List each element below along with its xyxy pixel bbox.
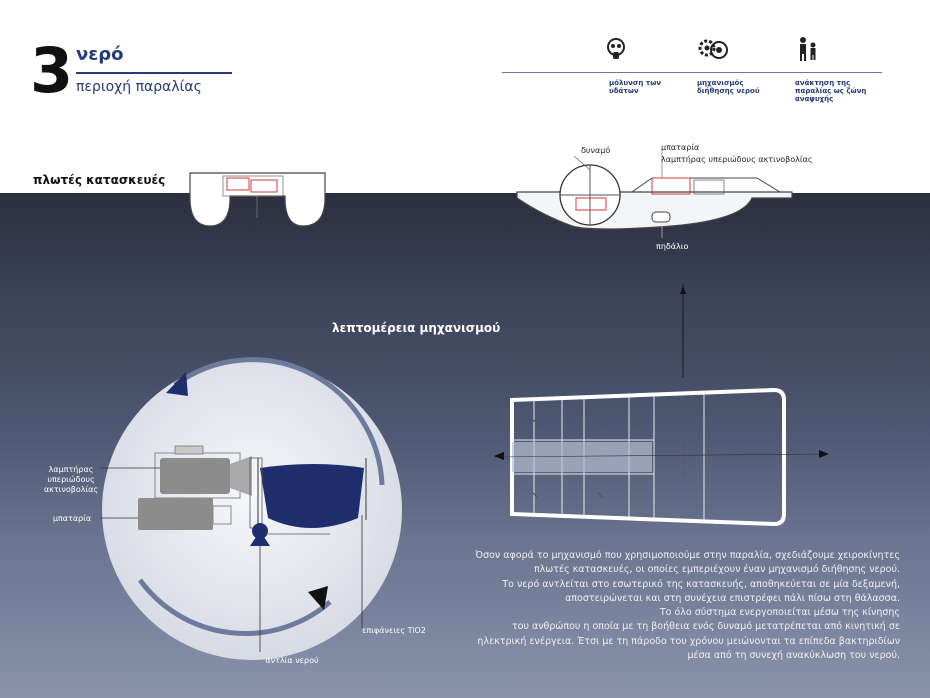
header-divider: [502, 72, 882, 73]
page-subtitle: περιοχή παραλίας: [76, 79, 202, 95]
structure-front-view: [185, 168, 330, 230]
theme-label-filtration: μηχανισμός διήθησης νερού: [697, 79, 760, 96]
section-number: 3: [30, 34, 74, 107]
label-dynamo: δυναμό: [581, 146, 611, 155]
gears-icon: [697, 36, 729, 62]
mechanism-title: λεπτομέρεια μηχανισμού: [332, 321, 501, 335]
description-line: Το όλο σύστημα ενεργοποιείται μέσω της κίνησης: [659, 607, 900, 618]
description-line: αποστειρώνεται και στη συνέχεια επιστρέφει πάλι πίσω στη θάλασσα.: [565, 592, 900, 604]
section-label: πλωτές κατασκευές: [33, 173, 166, 187]
gas-mask-icon: [603, 36, 629, 62]
theme-label-recovery: ανάκτηση της παραλίας ως ζώνη αναψυχής: [795, 79, 867, 104]
description-line: Το νερό αντλείται στο εσωτερικό της κατασκευής, αποθηκεύεται σε μία δεξαμενή,: [502, 578, 900, 590]
label-uv-lamp: λαμπτήρας υπεριώδους ακτινοβολίας: [43, 465, 99, 494]
label-water-pump: αντλία νερού: [265, 656, 319, 665]
structure-side-view: [512, 160, 797, 235]
theme-label-pollution: μόλυνση των υδάτων: [609, 79, 662, 96]
label-battery-top: μπαταρία: [661, 143, 700, 152]
guideline: [678, 284, 688, 380]
label-tio2-surfaces: επιφάνειες TiO2: [362, 626, 426, 635]
description-line: πλωτές κατασκευές, οι οποίες εμπεριέχουν έναν μηχανισμό διήθησης νερού.: [533, 564, 900, 576]
description-line: του ανθρώπου η οποία με τη βοήθεια ενός δυναμό μετατρέπεται από κινητική σε: [511, 621, 900, 633]
mechanism-detail-diagram: [100, 340, 410, 670]
label-battery: μπαταρία: [52, 514, 92, 523]
page-title: νερό: [76, 44, 124, 65]
description-line: μέσα από τη συνεχή ανακύκλωση του νερού.: [687, 649, 900, 661]
structure-plan-view: [494, 382, 829, 532]
description-line: Όσον αφορά το μηχανισμό που χρησιμοποιούμε στην παραλία, σχεδιάζουμε χειροκίνητες: [475, 550, 900, 561]
title-underline: [76, 72, 232, 74]
label-uv-lamp-top: λαμπτήρας υπεριώδους ακτινοβολίας: [661, 155, 813, 164]
description-paragraph: [440, 549, 900, 663]
description-line: ηλεκτρική ενέργεια. Έτσι με τη πάροδο του χρόνου μειώνονται τα επίπεδα βακτηριδίων: [477, 635, 900, 647]
people-icon: [795, 36, 821, 62]
label-rudder: πηδάλιο: [656, 242, 689, 251]
